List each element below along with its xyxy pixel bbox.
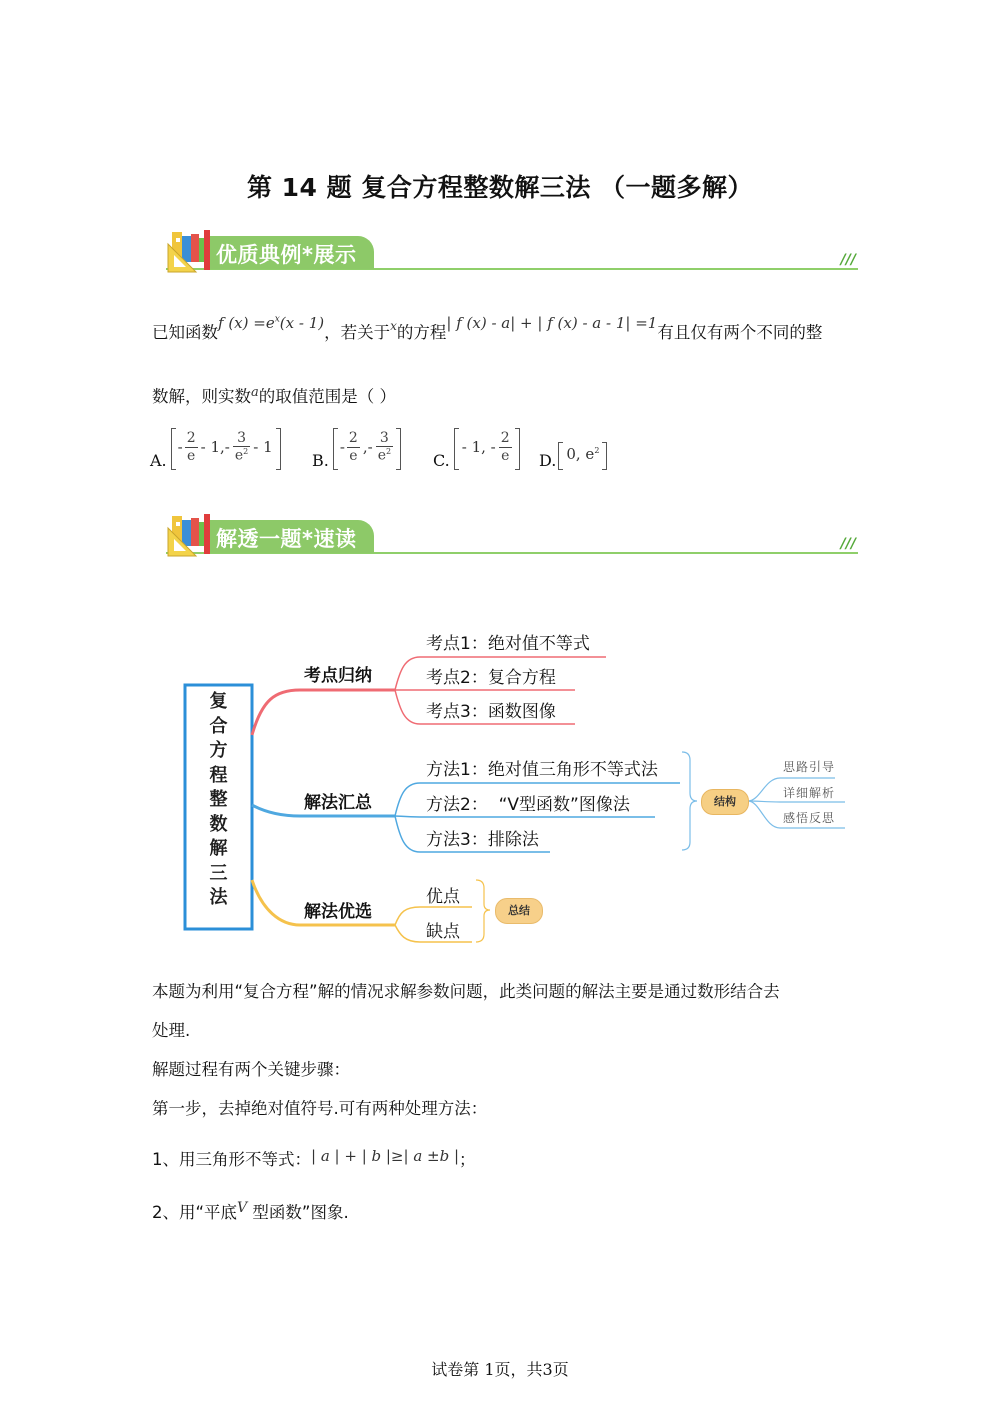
- problem-line2-b: 的取值范围是（ ）: [258, 387, 397, 406]
- banner-marks: ///: [840, 536, 856, 552]
- problem-tail-1: 有且仅有两个不同的整: [657, 323, 823, 342]
- body-para-1-line-2: 处理.: [152, 1021, 191, 1040]
- branch2-item: 方法1：绝对值三角形不等式法: [426, 760, 658, 780]
- problem-line2-a: 数解，则实数: [152, 387, 251, 406]
- frac-b1: $\frac{2}{e}$: [348, 430, 358, 464]
- var-a: a: [251, 385, 259, 400]
- branch1-label: 考点归纳: [304, 666, 372, 686]
- structure-item: 详细解析: [783, 786, 836, 800]
- body-para-4-lead: 1、用三角形不等式：: [152, 1150, 311, 1169]
- body-para-5-tail: 型函数”图象.: [247, 1203, 349, 1222]
- body-para-1-line-1: 本题为利用“复合方程”解的情况求解参数问题，此类问题的解法主要是通过数形结合去: [152, 982, 780, 1001]
- function-tail: (x - 1): [279, 314, 325, 332]
- problem-mid-1: ，若关于: [324, 323, 391, 342]
- banner-marks: ///: [840, 252, 856, 268]
- frac-a2: $\frac{3}{e^2}$: [234, 430, 249, 464]
- structure-item: 感悟反思: [783, 811, 836, 825]
- branch2-label: 解法汇总: [304, 793, 372, 813]
- triangle-inequality: | a | + | b |≥| a ±b |: [311, 1147, 460, 1165]
- frac-c1: $\frac{2}{e}$: [500, 430, 510, 464]
- banner-label: 优质典例*展示: [216, 243, 357, 267]
- option-c[interactable]: C. - 1, - $\frac{2}{e}$: [433, 424, 520, 470]
- page-footer: 试卷第 1页，共3页: [431, 1360, 569, 1379]
- function-exp: x: [274, 314, 280, 325]
- body-para-3: 第一步，去掉绝对值符号.可有两种处理方法：: [152, 1099, 488, 1118]
- function-def: f (x) =e: [218, 314, 275, 332]
- option-a-label: A.: [150, 451, 167, 470]
- frac-a1: $\frac{2}{e}$: [186, 430, 196, 464]
- branch1-line: [252, 690, 395, 735]
- branch3-item: 缺点: [426, 922, 460, 942]
- problem-lead: 已知函数: [152, 323, 218, 342]
- problem-mid-2: 的方程: [396, 323, 447, 342]
- branch1-item: 考点2：复合方程: [426, 668, 556, 688]
- banner-label: 解透一题*速读: [216, 527, 357, 551]
- body-para-5: [152, 1202, 872, 1223]
- frac-b2: $\frac{3}{e^2}$: [377, 430, 392, 464]
- branch3-label: 解法优选: [304, 902, 372, 922]
- structure-pill: 结构: [701, 789, 749, 815]
- branch2-item: 方法3：排除法: [426, 830, 539, 850]
- body-para-5-lead: 2、用“平底: [152, 1203, 238, 1222]
- body-para-4: [152, 1149, 872, 1171]
- branch1-item: 考点3：函数图像: [426, 702, 556, 722]
- var-x: x: [390, 319, 397, 333]
- summary-pill: 总结: [495, 898, 543, 924]
- option-c-label: C.: [433, 451, 450, 470]
- option-b[interactable]: B. - $\frac{2}{e}$ ,- $\frac{3}{e^2}$: [312, 424, 401, 470]
- branch3-item: 优点: [426, 887, 460, 907]
- branch1-item: 考点1：绝对值不等式: [426, 634, 590, 654]
- option-a[interactable]: A. - $\frac{2}{e}$ - 1,- $\frac{3}{e^2}$ - 1: [150, 424, 281, 470]
- option-b-label: B.: [312, 451, 329, 470]
- option-d[interactable]: D. 0, $e^2$: [539, 438, 607, 470]
- branch2-item: 方法2： “V型函数”图像法: [426, 795, 630, 815]
- body-para-2: 解题过程有两个关键步骤：: [152, 1060, 350, 1079]
- page-title: 第 14 题 复合方程整数解三法 （一题多解）: [246, 173, 754, 202]
- equation: | f (x) - a| + | f (x) - a - 1| =1: [446, 314, 658, 332]
- option-d-label: D.: [539, 451, 557, 470]
- body-para-4-tail: ；: [459, 1150, 476, 1169]
- var-v: V: [237, 1200, 248, 1216]
- structure-item: 思路引导: [783, 760, 836, 774]
- mindmap-root: 复 合 方 程 整 数 解 三 法: [209, 691, 228, 908]
